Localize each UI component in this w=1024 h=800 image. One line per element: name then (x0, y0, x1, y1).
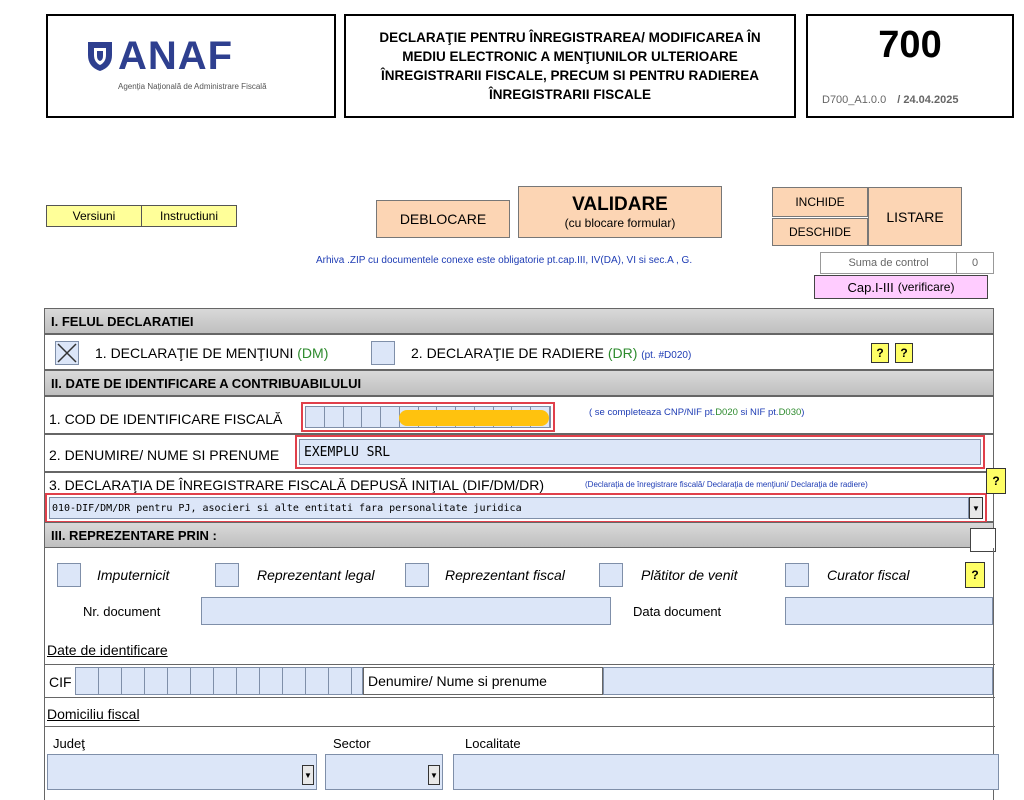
cif-id-cell (76, 668, 99, 694)
cif-cell (325, 407, 344, 427)
cif-id-input[interactable] (75, 667, 363, 695)
cif-id-cell (122, 668, 145, 694)
validare-sublabel: (cu blocare formular) (564, 216, 676, 230)
date-identificare-label: Date de identificare (47, 642, 168, 658)
platitor-venit-checkbox[interactable] (599, 563, 623, 587)
cif-label: 1. COD DE IDENTIFICARE FISCALĂ (49, 411, 283, 427)
cif-note-end: ) (801, 407, 805, 418)
cif-note-mid: si NIF pt. (737, 407, 779, 418)
dif-select-group[interactable] (45, 493, 987, 523)
suma-control-box (820, 252, 994, 274)
cif-input-group[interactable] (301, 402, 555, 432)
suma-control-value: 0 (971, 257, 979, 269)
form-title-box (344, 14, 796, 118)
cif-id-row (45, 664, 995, 698)
help-button-2[interactable]: ? (895, 343, 913, 363)
domiciliu-divider (45, 726, 995, 727)
validare-label: VALIDARE (572, 194, 668, 215)
dif-note: (Declaraţia de înregistrare fiscală/ Declaraţia de menţiuni/ Declaraţia de radiere) (585, 480, 868, 489)
dm-label (95, 345, 328, 361)
cif-id-cell (329, 668, 352, 694)
cap-verificare-button[interactable] (814, 275, 988, 299)
sector-select[interactable] (325, 754, 443, 790)
section-3-title: III. REPREZENTARE PRIN : (51, 527, 217, 543)
section-2-header (44, 370, 994, 396)
suma-control-label: Suma de control (821, 253, 957, 273)
form-number-box (806, 14, 1014, 118)
judet-dropdown-arrow[interactable]: ▼ (302, 765, 314, 785)
dr-checkbox[interactable] (371, 341, 395, 365)
localitate-label: Localitate (465, 736, 521, 751)
curator-fiscal-label: Curator fiscal (827, 567, 910, 583)
cap-verificare-label: Cap.I-III (847, 279, 894, 295)
deblocare-button[interactable] (376, 200, 510, 238)
denumire-input-group[interactable] (295, 435, 985, 469)
section-1-row (44, 334, 994, 370)
reprezentant-fiscal-checkbox[interactable] (405, 563, 429, 587)
redaction-mark (399, 410, 549, 426)
cif-id-label: CIF (49, 674, 72, 690)
inchide-label: INCHIDE (795, 195, 845, 209)
cif-id-cell (214, 668, 237, 694)
denumire-id-label: Denumire/ Nume si prenume (368, 673, 547, 689)
platitor-venit-label: Plătitor de venit (641, 567, 738, 583)
cif-note (589, 407, 804, 418)
section-3-body (44, 548, 994, 800)
cif-id-cell (191, 668, 214, 694)
listare-label: LISTARE (886, 208, 944, 225)
dr-label-text: 2. DECLARAŢIE DE RADIERE (411, 345, 604, 361)
cif-id-cell (99, 668, 122, 694)
section-1-header (44, 308, 994, 334)
imputernicit-label: Imputernicit (97, 567, 170, 583)
form-number: 700 (878, 24, 942, 66)
versiuni-button[interactable]: Versiuni (46, 205, 142, 227)
dm-code: (DM) (297, 345, 329, 361)
form-version: D700_A1.0.0 (822, 94, 887, 106)
cif-cell (344, 407, 363, 427)
dr-note: (pt. #D020) (641, 350, 692, 361)
logo-box (46, 14, 336, 118)
form-version-line (822, 94, 958, 106)
reprezentant-fiscal-label: Reprezentant fiscal (445, 567, 565, 583)
judet-select[interactable] (47, 754, 317, 790)
nr-document-input[interactable] (201, 597, 611, 625)
deschide-label: DESCHIDE (788, 225, 851, 239)
help-button-dif[interactable]: ? (986, 468, 1006, 494)
form-date: / 24.04.2025 (897, 94, 959, 106)
cif-id-cell (306, 668, 329, 694)
dr-code: (DR) (607, 345, 638, 361)
arhiva-note: Arhiva .ZIP cu documentele conexe este obligatorie pt.cap.III, IV(DA), VI si sec.A , G. (316, 255, 693, 266)
denumire-id-input[interactable] (603, 667, 993, 695)
dm-checkbox[interactable] (55, 341, 79, 365)
reprezentant-legal-label: Reprezentant legal (257, 567, 375, 583)
nr-document-label: Nr. document (83, 604, 161, 619)
cif-id-cell (145, 668, 168, 694)
cif-note-d020: D020 (715, 407, 738, 418)
checked-x-icon (56, 342, 78, 364)
denumire-row (44, 434, 994, 472)
sector-dropdown-arrow[interactable]: ▼ (428, 765, 440, 785)
section-1-title: I. FELUL DECLARATIEI (51, 313, 194, 329)
data-document-label: Data document (633, 604, 722, 619)
dif-row (44, 472, 994, 522)
domiciliu-label: Domiciliu fiscal (47, 706, 140, 722)
cif-note-d030: D030 (778, 407, 802, 418)
anaf-logo (86, 36, 306, 76)
data-document-input[interactable] (785, 597, 993, 625)
cif-cell (306, 407, 325, 427)
imputernicit-checkbox[interactable] (57, 563, 81, 587)
sector-label: Sector (333, 736, 371, 751)
validare-button[interactable] (518, 186, 722, 238)
dr-label (411, 345, 691, 361)
cif-id-cell (260, 668, 283, 694)
section-3-header (44, 522, 994, 548)
dm-label-text: 1. DECLARAŢIE DE MENŢIUNI (95, 345, 294, 361)
curator-fiscal-checkbox[interactable] (785, 563, 809, 587)
help-button-3[interactable]: ? (965, 562, 985, 588)
logo-subtitle: Agenția Națională de Administrare Fiscală (118, 82, 267, 91)
localitate-input[interactable] (453, 754, 999, 790)
cif-note-start: ( se completeaza CNP/NIF pt. (589, 407, 716, 418)
cif-id-cell (168, 668, 191, 694)
deschide-button[interactable] (772, 218, 868, 246)
dif-label: 3. DECLARAŢIA DE ÎNREGISTRARE FISCALĂ DEPUSĂ INIŢIAL (DIF/DM/DR) (49, 477, 545, 493)
cap-verificare-sublabel: (verificare) (897, 280, 955, 294)
reprezentant-legal-checkbox[interactable] (215, 563, 239, 587)
dif-select[interactable]: 010-DIF/DM/DR pentru PJ, asocieri si alte entitati fara personalitate juridica (49, 497, 969, 519)
cif-row (44, 396, 994, 434)
logo-text: ANAF (118, 34, 234, 78)
cif-cell (381, 407, 400, 427)
inchide-button[interactable] (772, 187, 868, 217)
cif-id-cell (283, 668, 306, 694)
section-2-title: II. DATE DE IDENTIFICARE A CONTRIBUABILULUI (51, 375, 362, 391)
listare-button[interactable] (868, 187, 962, 246)
cif-id-cell (237, 668, 260, 694)
denumire-label: 2. DENUMIRE/ NUME SI PRENUME (49, 447, 280, 463)
dif-dropdown-arrow[interactable]: ▼ (969, 497, 983, 519)
denumire-id-label-box (363, 667, 603, 695)
form-title: DECLARAŢIE PENTRU ÎNREGISTRAREA/ MODIFICAREA ÎN MEDIU ELECTRONIC A MENŢIUNILOR ULTERIOARE ÎNREGISTRARII FISCALE, PRECUM SI PENTRU RADIEREA ÎNREGISTRARII FISCALE (379, 30, 761, 102)
anaf-shield-icon (86, 39, 114, 73)
instructiuni-button[interactable]: Instructiuni (141, 205, 237, 227)
help-button-1[interactable]: ? (871, 343, 889, 363)
cif-cell (362, 407, 381, 427)
deblocare-label: DEBLOCARE (399, 211, 487, 227)
judet-label: Judeţ (53, 736, 85, 751)
denumire-input[interactable]: EXEMPLU SRL (299, 439, 981, 465)
